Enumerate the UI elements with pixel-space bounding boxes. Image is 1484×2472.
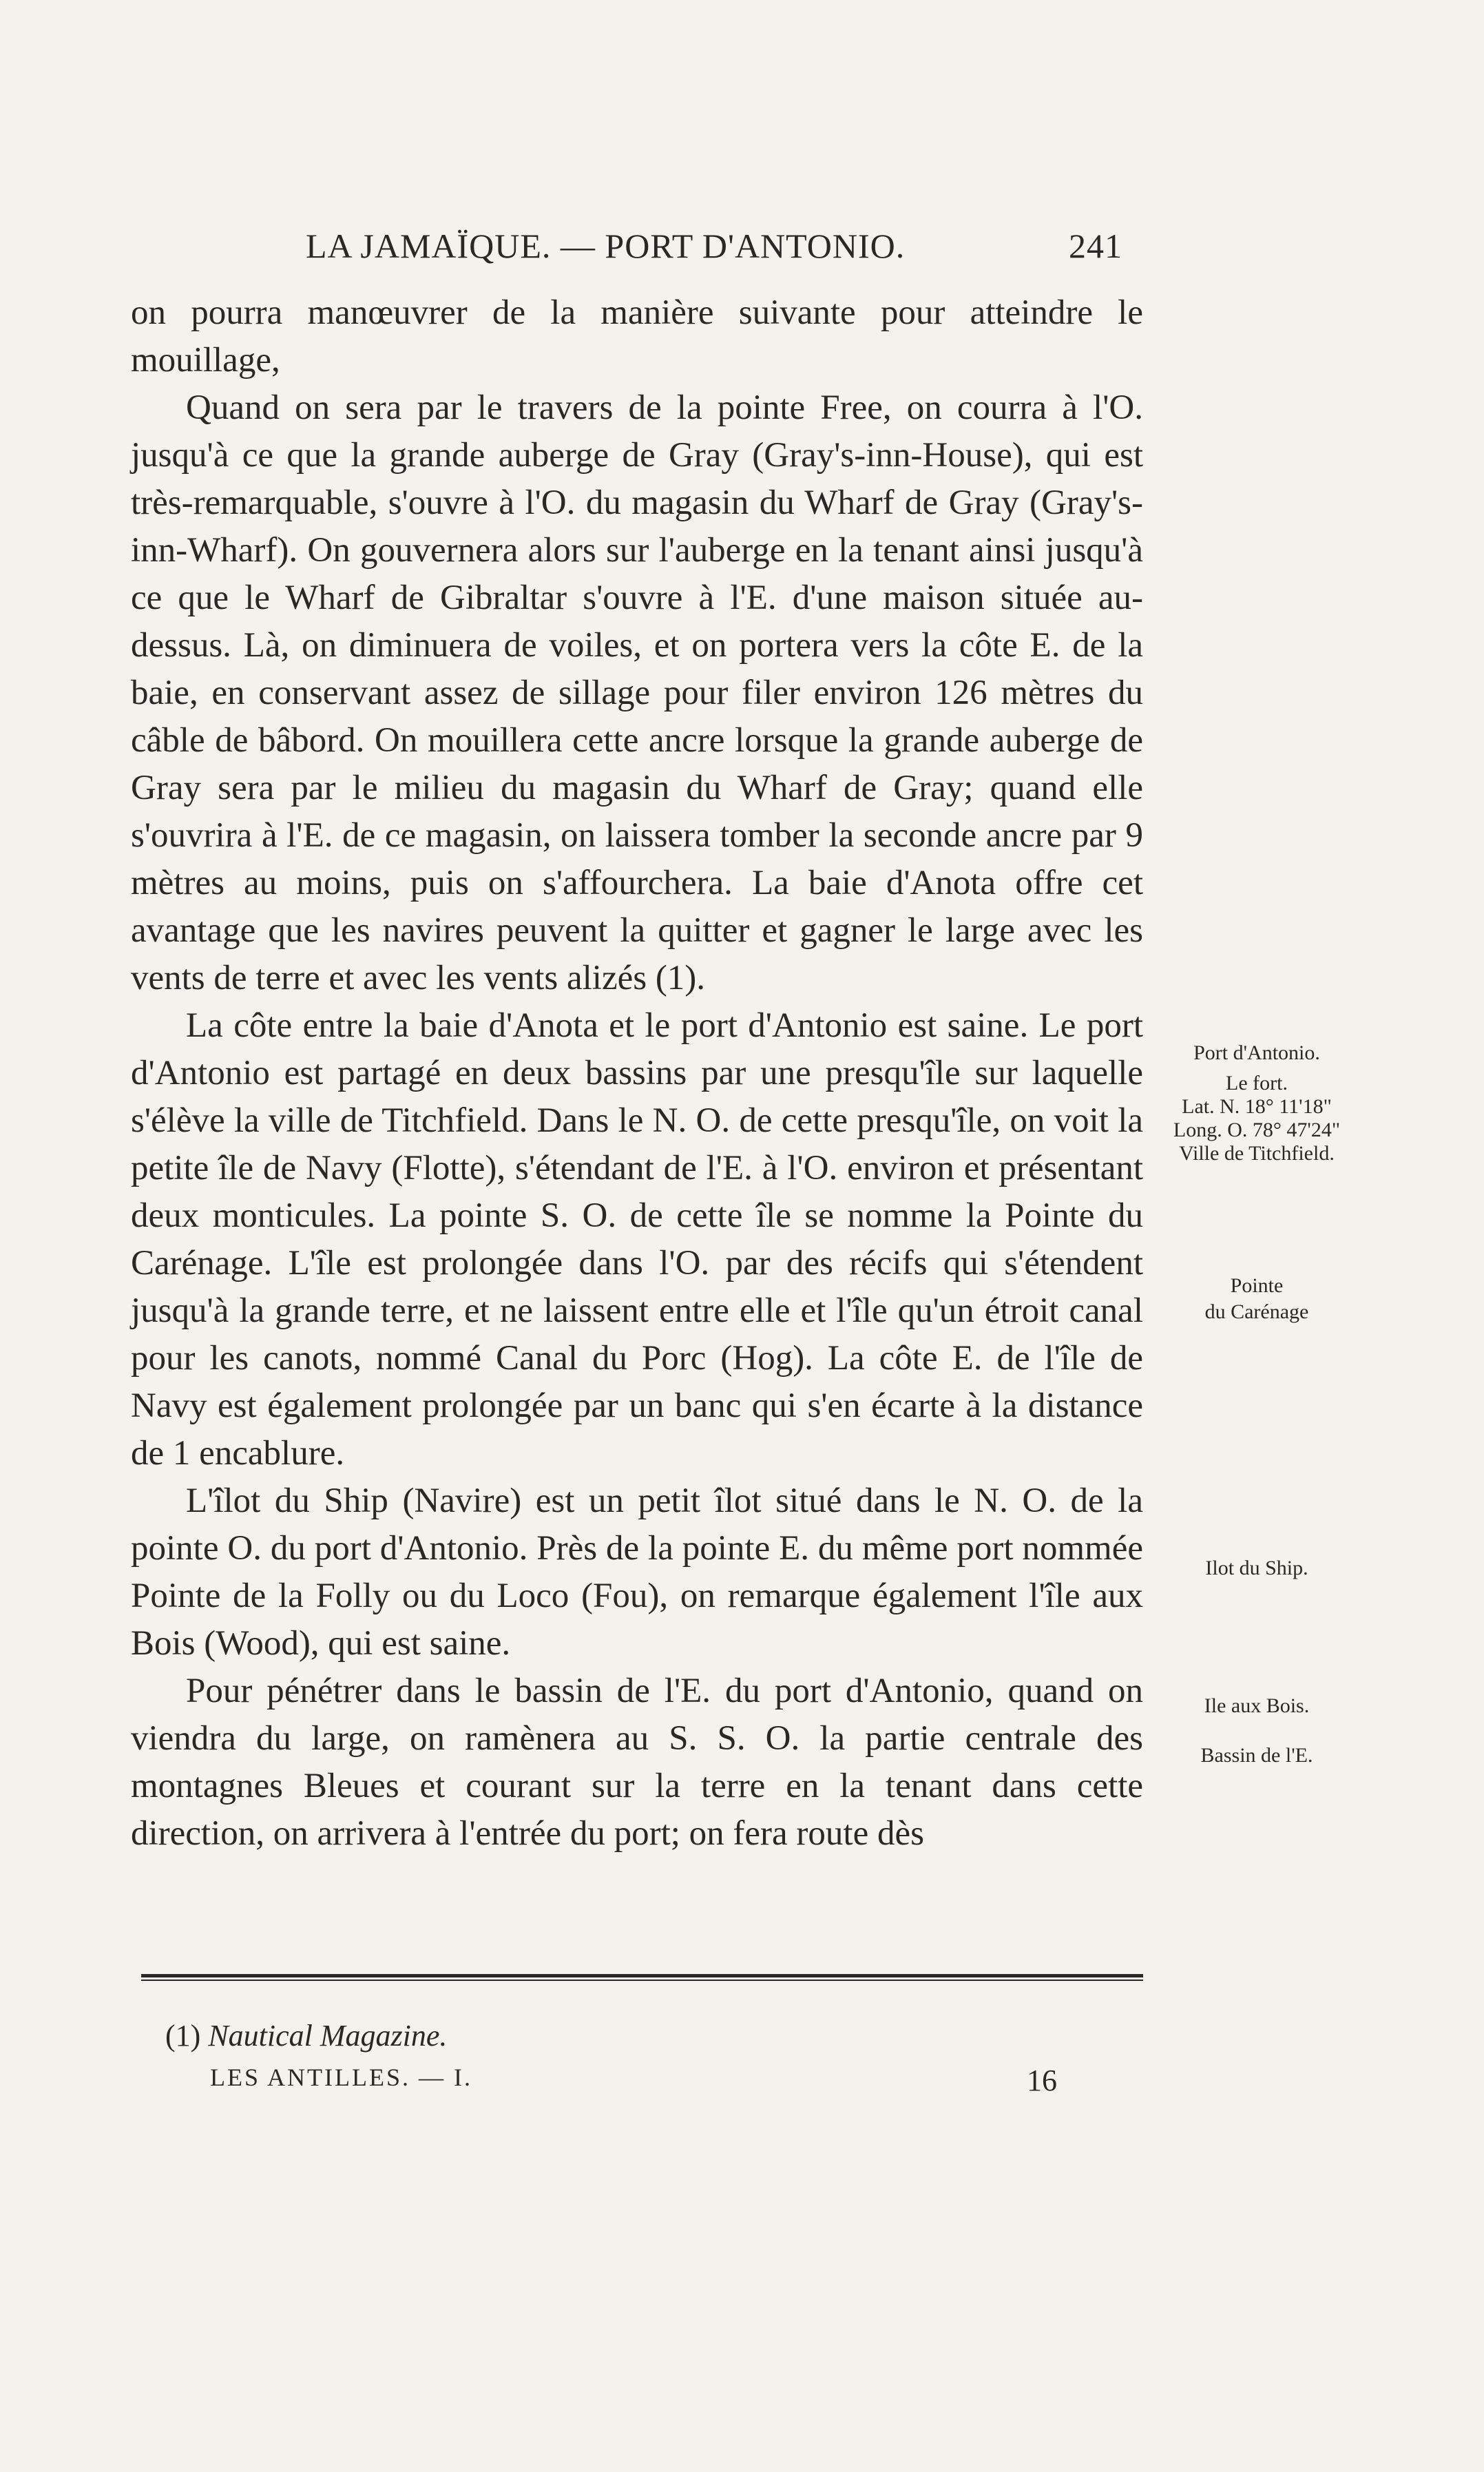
- footnote-marker: (1): [165, 2019, 201, 2053]
- paragraph-4: L'îlot du Ship (Navire) est un petit îlot situé dans le N. O. de la pointe O. du port d'Antonio. Près de la pointe E. du même port nommée Pointe de la Folly ou du Loco (Fou), on remarque également l'île aux Bois (Wood), qui est saine.: [131, 1482, 1143, 1663]
- margin-note-latitude: Lat. N. 18° 11'18": [1182, 1095, 1332, 1118]
- signature-line: [210, 2063, 1057, 2097]
- page-number: 241: [1069, 227, 1122, 265]
- margin-note-pointe-1: Pointe: [1230, 1274, 1284, 1297]
- paragraph-5: Pour pénétrer dans le bassin de l'E. du port d'Antonio, quand on viendra du large, on ramènera au S. S. O. la partie centrale des montagnes Bleues et courant sur la terre en la tenant dans cette direction, on arrivera à l'entrée du port; on fera route dès: [131, 1672, 1143, 1853]
- margin-note-longitude: Long. O. 78° 47'24": [1173, 1119, 1341, 1141]
- margin-note-ville: Ville de Titchfield.: [1179, 1142, 1335, 1165]
- footnote: [165, 2018, 447, 2053]
- paragraph-3: La côte entre la baie d'Anota et le port d'Antonio est saine. Le port d'Antonio est partagé en deux bassins par une presqu'île sur laquelle s'élève la ville de Titchfield. Dans le N. O. de cette presqu'île, on voit la petite île de Navy (Flotte), s'étendant de l'E. à l'O. environ et présentant deux monticules. La pointe S. O. de cette île se nomme la Pointe du Carénage. L'île est prolongée dans l'O. par des récifs qui s'étendent jusqu'à la grande terre, et ne laissent entre elle et l'île qu'un étroit canal pour les canots, nommé Canal du Porc (Hog). La côte E. de l'île de Navy est également prolongée par un banc qui s'en écarte à la distance de 1 encablure.: [131, 1006, 1143, 1473]
- footnote-source: Nautical Magazine.: [208, 2019, 448, 2053]
- signature-left: LES ANTILLES. — I.: [210, 2064, 472, 2091]
- paragraph-2: Quand on sera par le travers de la pointe Free, on courra à l'O. jusqu'à ce que la grande auberge de Gray (Gray's-inn-House), qui est très-remarquable, s'ouvre à l'O. du magasin du Wharf de Gray (Gray's-inn-Wharf). On gouvernera alors sur l'auberge en la tenant ainsi jusqu'à ce que le Wharf de Gibraltar s'ouvre à l'E. d'une maison située au-dessus. Là, on diminuera de voiles, et on portera vers la côte E. de la baie, en conservant assez de sillage pour filer environ 126 mètres du câble de bâbord. On mouillera cette ancre lorsque la grande auberge de Gray sera par le milieu du magasin du Wharf de Gray; quand elle s'ouvrira à l'E. de ce magasin, on laissera tomber la seconde ancre par 9 mètres au moins, puis on s'affourchera. La baie d'Anota offre cet avantage que les navires peuvent la quitter et gagner le large avec les vents de terre et avec les vents alizés (1).: [131, 388, 1143, 997]
- margin-note-le-fort: Le fort.: [1226, 1072, 1288, 1094]
- footnote-rule: [141, 1974, 1143, 1981]
- signature-number: 16: [1027, 2064, 1057, 2097]
- margin-note-ilot-ship: Ilot du Ship.: [1205, 1557, 1308, 1579]
- margin-note-bassin-e: Bassin de l'E.: [1200, 1744, 1313, 1767]
- running-title: LA JAMAÏQUE. — PORT D'ANTONIO.: [306, 227, 906, 265]
- page-header: [296, 226, 1122, 274]
- margin-note-pointe-2: du Carénage: [1204, 1300, 1309, 1323]
- body-text: [131, 289, 1143, 1858]
- margin-note-ile-bois: Ile aux Bois.: [1204, 1694, 1310, 1717]
- margin-note-port-antonio: Port d'Antonio.: [1193, 1041, 1320, 1064]
- paragraph-1: on pourra manœuvrer de la manière suivante pour atteindre le mouillage,: [131, 293, 1143, 380]
